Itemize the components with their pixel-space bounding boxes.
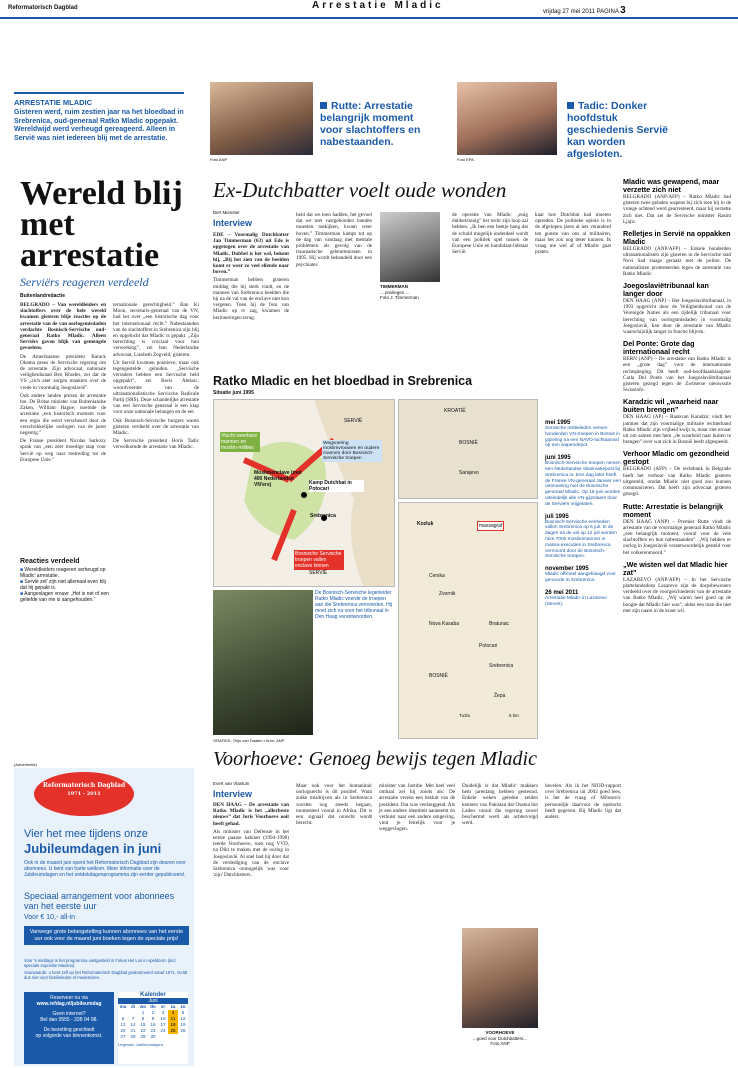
ad-fine-1: Voor 's middags is het programma vastgesteld in Fokus Hel Los in Apeldoorn (incl. speciale expositie Maxima).: [24, 958, 177, 968]
sidebar-item-text: DEN HAAG (AP) – Radovan Karadzic vindt het jammer dat zijn voormalige militaire rechterhand Ratko Mladic zijn vrijheid kwijt is, maar ziet ernaar uit om samen met hem „de waarheid naar buiten te brengen” over wat zich in Bosnië heeft afgespeeld.: [623, 414, 731, 446]
ad-reserve-box: Reserveer nu via www.refdag.nl/jubileumdag Geen internet? Bel dan 0555 - 338 04 98. De bezetting geschiedt op volgorde van binnenkomst.: [24, 992, 114, 1064]
voorhoeve-col5: bevelen. Als ik het NIOD-rapport over Srebrenica uit 2002 goed lees, is het de vraag of Milosevic persoonlijk daarvoor de opdracht heeft gegeven. Bij Mladic ligt dat anders.: [545, 783, 621, 821]
exdutch-byline: Bert Mienster: [213, 210, 240, 215]
main-para3: De Franse president Nicolas Sarkozy sprak van „een zeer moedige stap voor Servië op weg naar toetreding tot de Europese Unie.”: [20, 438, 106, 463]
ad-offer-price: Voor € 10,- all-in: [24, 914, 75, 921]
reaction-item: ■ Servië zet' zijn niet allemaal even blij dat hij gepakt is.: [20, 579, 106, 591]
sidebar-item: [623, 340, 731, 393]
bullet-icon: ■: [20, 579, 25, 585]
timeline-date: mei 1995: [545, 420, 571, 426]
calendar-day[interactable]: 15: [140, 1022, 146, 1027]
ad-desc: Ook in de maand juni opent het Reformatorisch Dagblad zijn deuren voor abonnees. U bent van harte welkom. Meer informatie over de Jubileumdagen en het ontdekdagenprogramma zijn eerder gepubliceerd.: [24, 860, 186, 878]
calendar-day[interactable]: 28: [130, 1034, 136, 1039]
header-date-page: [543, 5, 626, 16]
label-massagraf: massagraf: [479, 523, 503, 529]
intro-text: Gisteren werd, ruim zestien jaar na het bloedbad in Srebrenica, oud-generaal Ratko Mladic opgepakt. Wereldwijd werd verheugd gereageerd. Alleen in Servië was niet iedereen blij met de arrestatie.: [14, 109, 184, 142]
tadic-photo-credit: Foto EPA: [457, 157, 474, 162]
calendar-day[interactable]: 27: [120, 1034, 126, 1039]
label-bonische: Bosnische Servische troepen vallen enclave binnen: [294, 550, 344, 570]
header-page-label: PAGINA: [596, 9, 619, 15]
header-section-title: Arrestatie Mladic: [312, 0, 444, 11]
label-bratunac: Bratunac: [489, 621, 510, 627]
calendar-day[interactable]: 30: [150, 1034, 156, 1039]
timeline-item: [545, 566, 621, 584]
calendar-day[interactable]: [158, 1034, 168, 1040]
sidebar-item-text: BERN (ANP) – De arrestatie van Ratko Mladic is een „grote dag” voor de internationale rechtspleging. Dit heeft oud-hoofdaanklaagster Carla Del Ponte van het Joegoslaviëtribunaal gisteren gezegd tegen de Zwitserse nieuwssite Swissinfo.: [623, 356, 731, 394]
sidebar-item-text: BELGRADO (AFP) – De rechtbank in Belgrado heeft het verhoor van Ratko Mladic gisteren uitgesteld, omdat Mladic niet goed zou kunnen communiceren. Dat heeft zijn advocaat gisteren gezegd.: [623, 466, 731, 498]
sidebar-item-title: Rutte: Arrestatie is belangrijk moment: [623, 501, 723, 519]
label-serbia: SERVIË: [344, 418, 363, 424]
timeline-text: Mladic officieel aangeklaagd voor genocide in Srebrenica.: [545, 572, 616, 583]
sidebar-item-text: DEN HAAG (ANP) – Premier Rutte vindt de arrestatie van de voormalige generaal Ratko Mladic „een belangrijk moment, vooral voor de vele slachtoffers en hun nabestaanden”. „Wij hebben er oorlog in Joegoslavië verantwoordelijk gesteld voor het volkerenmoord.”: [623, 518, 731, 556]
calendar-day[interactable]: 4: [168, 1010, 178, 1016]
sidebar-item: [623, 450, 731, 497]
calendar-day[interactable]: 2: [151, 1010, 155, 1015]
voorhoeve-photo: [462, 928, 538, 1028]
sidebar-item-title: Karadzic wil „waarheid naar buiten brengen”: [623, 397, 719, 415]
rutte-quote-text: Rutte: Arrestatie belangrijk moment voor slachtoffers en nabestaanden.: [320, 100, 421, 148]
mladic-photo: [213, 590, 313, 735]
timeline-date: juni 1995: [545, 455, 571, 462]
reaction-item: ■ Aangeslagen vrouw: „Het is net of een geliefde van me is aangehouden.”: [20, 591, 109, 603]
calendar-day[interactable]: 23: [150, 1028, 156, 1033]
sidebar-item-title: Relletjes in Servië na oppakken Mladic: [623, 229, 731, 247]
main-para2: Ook andere landen prezen de arrestatie toe. De Britse minister van Buitenlandse Zaken, William Hague, noemde de arrestatie „een historisch moment voor een regio die werd verscheurd door de verschrikkelijke oorlogen van de jaren negentig.”: [20, 392, 106, 437]
reactions-title: Reacties verdeeld: [20, 558, 80, 565]
rutte-photo-credit: Foto ANP: [210, 157, 228, 162]
main-para7: De Servische president Boris Tadic verwelkomde de arrestatie van Mladic.: [113, 438, 199, 451]
main-para6: Ook Bosnisch-Servische burgers waren gisteren verdeeld over de arrestatie van Mladic.: [113, 417, 199, 437]
header-rule: [0, 17, 738, 19]
label-cerska: Cerska: [429, 573, 445, 579]
voorhoeve-headline: Voorhoeve: Genoeg bewijs tegen Mladic: [213, 748, 537, 770]
sidebar-item-text: BELGRADO (ANP/AFP) – Ratko Mladic had gisteren twee geladen wapens bij zich toen hij in de vroege ochtend werd gearresteerd, maar hij verzette zich niet. Dat zei de Servische minister Rasim Ljajic.: [623, 194, 731, 225]
bullet-icon: ■: [20, 591, 25, 597]
exdutch-col4: kaar hoe Dutchbat had moeten optreden. De politieke opinie is in de afgelopen jaren al iets veranderd ten gunste van ons al militairen, maar het zou nog beter kunnen. Ik vraag me wel af of Mladic gaat praten.: [535, 212, 611, 256]
calendar-day-header: do: [150, 1004, 156, 1009]
reaction-item: ■ Wereldleiders reageren verheugd op Mladic' arrestatie.: [20, 567, 106, 579]
calendar-day[interactable]: 26: [180, 1028, 186, 1033]
calendar-day[interactable]: 11: [168, 1016, 178, 1022]
label-wegvoering: Wegvoering moslimvrouwen en oudere mannen door Bosnisch-Servische troepen: [322, 440, 382, 462]
main-headline: Wereld blij met arrestatie: [20, 175, 183, 274]
sidebar-item: [623, 561, 731, 614]
main-byline: Buitenlandredactie: [20, 293, 66, 299]
srebrenica-map-1: [213, 399, 395, 587]
calendar-day[interactable]: 9: [151, 1016, 155, 1021]
calendar-day[interactable]: 24: [160, 1028, 166, 1033]
exdutch-col1: EDE – Voormalig Dutchbatter Jan Timmerman (63) uit Ede is opgetogen over de arrestatie van Mladic. Dubbel is het wel, bekent hij. „Bij het zien van de beelden komt er weer zo veel ellende naar boven.” Timmerman hebben gisteren middag die hij sterk vindt, en de mannen van Srebrenica beelden die hij na de val van de enclave niet kon vergeten. Toen hij de foto van Mladic op tv zag, kwamen de herinneringen terug.: [213, 232, 289, 321]
main-subhead: Serviërs reageren verdeeld: [20, 275, 149, 289]
main-para1: De Amerikaanse president Barack Obama prees de Servische regering om de arrestatie. Zijn advocaat, nationale veiligheidsraad Ben Rhodes, zei dat de VS „zich zeer zorgen maakten over de vrede in voormalig Joegoslavië”.: [20, 353, 106, 391]
calendar-day-header: di: [131, 1004, 135, 1009]
label-kamp: Kamp Dutchbat in Potocari: [309, 480, 364, 492]
rutte-quote: [320, 100, 435, 148]
exdutch-col2: heid dat we toen hadden, het gevoel dat we met vastgebonden handen moesten toekijken, kwam weer boven.” Timmerman kampt tot op de dag van vandaag met mentale problemen als gevolg van de traumatische gebeurtenissen in 1995. Hij wordt behandeld door een psychiater.: [296, 212, 372, 268]
timeline-date: 26 mei 2011: [545, 589, 579, 596]
ad-reserve-link[interactable]: www.refdag.nl/jubileumdag: [36, 1001, 102, 1007]
label-moslimenclave: Moslimenclave (met 400 Nederlandse VN'ers): [254, 470, 302, 488]
ad-offer-title: Speciaal arrangement voor abonnees van het eerste uur: [24, 891, 175, 911]
calendar-day-header: vr: [160, 1004, 166, 1009]
label-zepa: Žepa: [494, 693, 506, 699]
sidebar-item-title: Del Ponte: Grote dag internationaal recht: [623, 339, 695, 357]
sidebar-item: [623, 282, 731, 335]
label-potocari: Potocari: [479, 643, 498, 649]
calendar-day[interactable]: 1: [141, 1010, 145, 1015]
calendar-day-header: wo: [139, 1004, 147, 1009]
voorhoeve-caption: VOORHOEVE ...goed voor Dutchbatters... Foto ANP: [472, 1030, 528, 1046]
sidebar-item: [623, 178, 731, 225]
label-bosnia: BOSNIË: [459, 440, 478, 446]
calendar-day[interactable]: [178, 1034, 188, 1040]
rutte-quote-bullet-icon: [320, 102, 327, 109]
timeline-date: juli 1995: [545, 513, 569, 520]
srebrenica-timeline: [545, 420, 621, 613]
calendar-day[interactable]: 6: [121, 1016, 125, 1021]
timmerman-photo: [380, 212, 440, 282]
ad-fine-2: Voorwaarde: u bent zelf op het Reformatorisch Dagblad geabonneerd vanaf 1971. Geldt dus niet voor familieleden of medereizen.: [24, 970, 188, 980]
timeline-text: Bosnisch-Servische eenheden vallen Srebrenica op 6 juli. In de dagen na de val op 12 juli worden ruim 7000 moslimmannen in massa-executies in Srebrenica vermoord door de Bosnisch-Servische troepen.: [545, 519, 617, 560]
timeline-text: Servische militieleden nemen honderden VN-troepen in Bosnië in gijzeling na een NAVO-luchtaanval op een wapendepot.: [545, 426, 620, 449]
sidebar-item-text: DEN HAAG (ANP) – Het Joegoslaviëtribunaal, in 1993 opgericht door de Veiligheidsraad van de Verenigde Naties als een tijdelijk tribunaal voor berechting van oorlogsmisdaden in voormalig Joegoslavië, kan door de arrestatie van Mladic waarschijnlijk langer in functie blijven.: [623, 298, 731, 336]
calendar-day[interactable]: 12: [180, 1016, 186, 1021]
ad-box: [14, 768, 194, 1066]
timeline-item: [545, 590, 621, 608]
timeline-text: Bosnisch-Servische troepen nemen een Nederlandse observatiepost bij Srebrenica in. Een dag later heeft de Franse VN-generaal Janvier een ontmoeting met de Bosnische generaal Mladic. Op 18 juni worden uiteindelijk alle VN-gijzelaars door de Serviërs vrijgelaten.: [545, 461, 621, 507]
calendar-day[interactable]: 18: [168, 1022, 178, 1028]
bullet-icon: ■: [20, 567, 25, 573]
tadic-photo: [457, 82, 557, 155]
calendar-day[interactable]: 3: [161, 1010, 165, 1015]
calendar-day[interactable]: 21: [130, 1028, 136, 1033]
voorhoeve-col3: minister van Justitie. Met heel veel omhaal zei hij zoiets als: De arrestatie vereist een besluit van de president. Dat was veelzeggend. Als je een andere identiteit aanneemt en verhuist naar een andere omgeving, vind je feitelijk voor je weggevlogen.: [379, 783, 455, 833]
label-scale: 5 km: [509, 713, 519, 718]
calendar-day[interactable]: 29: [140, 1034, 146, 1039]
ad-logo: Reformatorisch Dagblad 1971 - 2011: [34, 772, 134, 816]
calendar-day[interactable]: 8: [141, 1016, 145, 1021]
srebrenica-map-3: [398, 502, 538, 739]
main-para5: Uit Servië kwamen positieve, maar ook tegengestelde geluiden. „Servische verraders hebben een Servische held opgepakt”, zei Boris Aleksic, woordvoerder van de ultranationalistische Servische Radicale Partij (SRS). Deze schandelijke arrestatie van een Servische generaal is een klap voor onze nationale belangen en de eer.: [113, 359, 199, 416]
graphic-credit: GRAFIEK: Thijs van Daalen • bron: ANP: [213, 738, 285, 743]
voorhoeve-col4: Duidelijk is dat Mladic' makkers hem jarenlang hebben gesteund. Enkele weken geleden zeiden kenners van Pakistan dat Osama bin Laden vanuit die regering zowel beschermd werd als achtervolgd werd.: [462, 783, 538, 827]
timeline-date: november 1995: [545, 566, 589, 573]
timeline-text: Arrestatie Mladic in Lazarevo (Servië).: [545, 595, 607, 607]
header-paper-name: Reformatorisch Dagblad: [8, 5, 78, 11]
sidebar-item-text: LAZAREVO (ANP/AFP) – In het Servische plattelandsdorp Lazarevo zijn de dorpsbewoners verdeeld over de voorgeschiedenis van de arrestatie van Ratko Mladic. „Wij waren heel goed op de hoogte dat Mladic hier was”, aldus een man die niet met zijn naam in de krant wil.: [623, 576, 731, 614]
timmerman-caption: TIMMERMAN ... privileges ... Foto J. Timmerman: [380, 284, 419, 300]
reactions-box: [20, 558, 110, 603]
main-lead: BELGRADO – Van wereldleiders en slachtoffers over de hele wereld kwamen gisteren blije reacties op de arrestatie van de van oorlogsmisdaden verdachte Bosnisch-Servische oud-generaal Ratko Mladic. Alleen Serviërs gaven blijk van gemengde gevoelens.: [20, 302, 106, 352]
label-croatia: KROATIË: [444, 408, 466, 414]
exdutch-col3: de operatie van Mladic „enig dubbelzinnig” het recht zijn loop zal hebben. „Ik ben een beetje bang dat de schuld mogelijk onderdeel wordt van een politiek spel tussen de Europese Unie en kandidaat-lidstaat Servië.: [452, 212, 528, 256]
calendar-day[interactable]: 5: [181, 1010, 185, 1015]
sidebar-item: [623, 503, 731, 556]
label-servie2: SERVIË: [309, 570, 328, 576]
calendar-day[interactable]: 14: [130, 1022, 136, 1027]
label-sarajevo: Sarajevo: [459, 470, 479, 476]
sidebar-item: [623, 230, 731, 277]
ad-title-1: Vier het mee tijdens onze: [24, 828, 148, 840]
label-srebrenica2: Srebrenica: [489, 663, 514, 669]
calendar-day-header: zo: [180, 1004, 186, 1009]
sidebar-item-title: „We wisten wel dat Mladic hier zat”: [623, 559, 728, 577]
sidebar-item-title: Mladic was gewapend, maar verzette zich niet: [623, 178, 720, 194]
calendar-day[interactable]: 16: [150, 1022, 156, 1027]
tadic-quote-text: Tadic: Donker hoofdstuk geschiedenis Servië kan worden afgesloten.: [567, 100, 668, 160]
label-kozluk: Kozluk: [417, 521, 434, 527]
main-para4: ternationale gerechtigheid.” Ban Ki Moon, secretaris-generaal van de VN, had het over „een historische dag voor het internationaal recht.” Nabestaanden van de slachtoffers in Srebrenica zijn blij en opgelucht dat Mladic is gepakt. „Zijn berechting is cruciaal voor hun verwerking”, zei hun Nederlandse advocaat, Liesbeth Zegveld, gisteren.: [113, 302, 199, 358]
exdutch-label: Interview: [213, 218, 253, 228]
exdutch-headline: Ex-Dutchbatter voelt oude wonden: [213, 178, 507, 202]
srebrenica-situation: Situatie juni 1995: [213, 390, 254, 396]
header-date: vrijdag 27 mei 2011: [543, 9, 595, 15]
kamp-marker: [301, 492, 307, 498]
voorhoeve-byline: Evert van Vlastuin: [213, 781, 250, 786]
calendar-day[interactable]: 17: [160, 1022, 166, 1027]
sidebar-item: [623, 398, 731, 445]
sidebar-item-title: Verhoor Mladic om gezondheid gestopt: [623, 449, 730, 467]
sidebar-item-title: Joegoslaviëtribunaal kan langer door: [623, 281, 709, 299]
calendar-title: Kalender: [140, 992, 166, 998]
voorhoeve-col1: DEN HAAG – De arrestatie van Ratko Mladic is het „allerbeste nieuws” dat Joris Voorhoeve ooit heeft gehad. Als minister van Defensie in het eerste paarse kabinet (1994-1998) leerde Voorhoeve, toen nog VVD, na Dikt te maken met de oorlog in Joegoslavië. Al snel had hij door dat de verdediging van de enclave Srebrenica onmogelijk was voor 'zijn' Dutchbatters.: [213, 802, 289, 879]
tadic-quote-bullet-icon: [567, 102, 574, 109]
label-srebrenica: Srebrenica: [310, 513, 336, 519]
srebrenica-map-2: [398, 399, 538, 499]
calendar-day[interactable]: 13: [120, 1022, 126, 1027]
mladic-caption: De Bosnisch-Servische legerleider Ratko Mladic voerde de troepen aan die Srebrenica veroverden. Hij moet zich nu voor het tribunaal in Den Haag verantwoorden.: [315, 590, 392, 620]
timeline-item: [545, 514, 621, 561]
label-zvornik: Zvornik: [439, 591, 456, 597]
calendar-grid: [118, 1004, 188, 1040]
label-nova: Nova Kasaba: [429, 621, 460, 627]
calendar-day[interactable]: [168, 1034, 178, 1040]
voorhoeve-label: Interview: [213, 789, 253, 799]
calendar-day[interactable]: 10: [160, 1016, 166, 1021]
tadic-quote: [567, 100, 682, 160]
calendar-day[interactable]: 22: [140, 1028, 146, 1033]
sidebar: [623, 178, 731, 858]
label-tuzla: Tuzla: [459, 713, 470, 718]
calendar-day[interactable]: 20: [120, 1028, 126, 1033]
main-col2: [113, 302, 199, 453]
timeline-item: [545, 420, 621, 449]
ad-box-highlight: Vanwege grote belangstelling kunnen abonnees van het eerste uur ook voor de maand juni boeken tegen de speciale prijs!: [24, 926, 189, 945]
rutte-photo: [210, 82, 313, 155]
calendar-legend: Legenda: Jubileumdagen: [118, 1042, 163, 1047]
calendar-day-header: za: [170, 1004, 176, 1009]
intro-kicker: ARRESTATIE MLADIC: [14, 98, 93, 107]
calendar-day[interactable]: 19: [180, 1022, 186, 1027]
calendar-month: Juni: [118, 998, 188, 1004]
calendar-day[interactable]: 7: [131, 1016, 135, 1021]
ad-title-2: Jubileumdagen in juni: [24, 841, 162, 856]
main-col1: [20, 302, 106, 465]
intro-box: [14, 92, 184, 143]
timeline-item: [545, 455, 621, 507]
sidebar-item-text: BELGRADO (ANP/AFP) – Enkele honderden ultranationalisten zijn gisteren in de Servische stad Novi Sad slaags geraakt met de politie. De nationalisten protesteerden tegen de arrestatie van Ratko Mladic.: [623, 246, 731, 277]
label-bosnie2: BOSNIË: [429, 673, 448, 679]
header-page-number: 3: [620, 5, 626, 16]
ad-label: (Advertentie): [14, 762, 37, 767]
srebrenica-title: Ratko Mladic en het bloedbad in Srebrenica: [213, 374, 473, 388]
reactions-list: [20, 567, 110, 603]
voorhoeve-col2: Maar ook voor het humanitair oorlogsrecht is dit positief. Want zulke misdrijven als in Srebrenica worden nog steeds begaan, momenteel vooral in Afrika. Dit is een signaal dat onrecht wordt berecht.: [296, 783, 372, 827]
calendar-day[interactable]: 25: [168, 1028, 178, 1034]
ad-calendar: [118, 992, 188, 1064]
label-vlucht: Vlucht weerbare mannen en moslim-milities: [220, 432, 260, 452]
calendar-day-header: ma: [119, 1004, 127, 1009]
